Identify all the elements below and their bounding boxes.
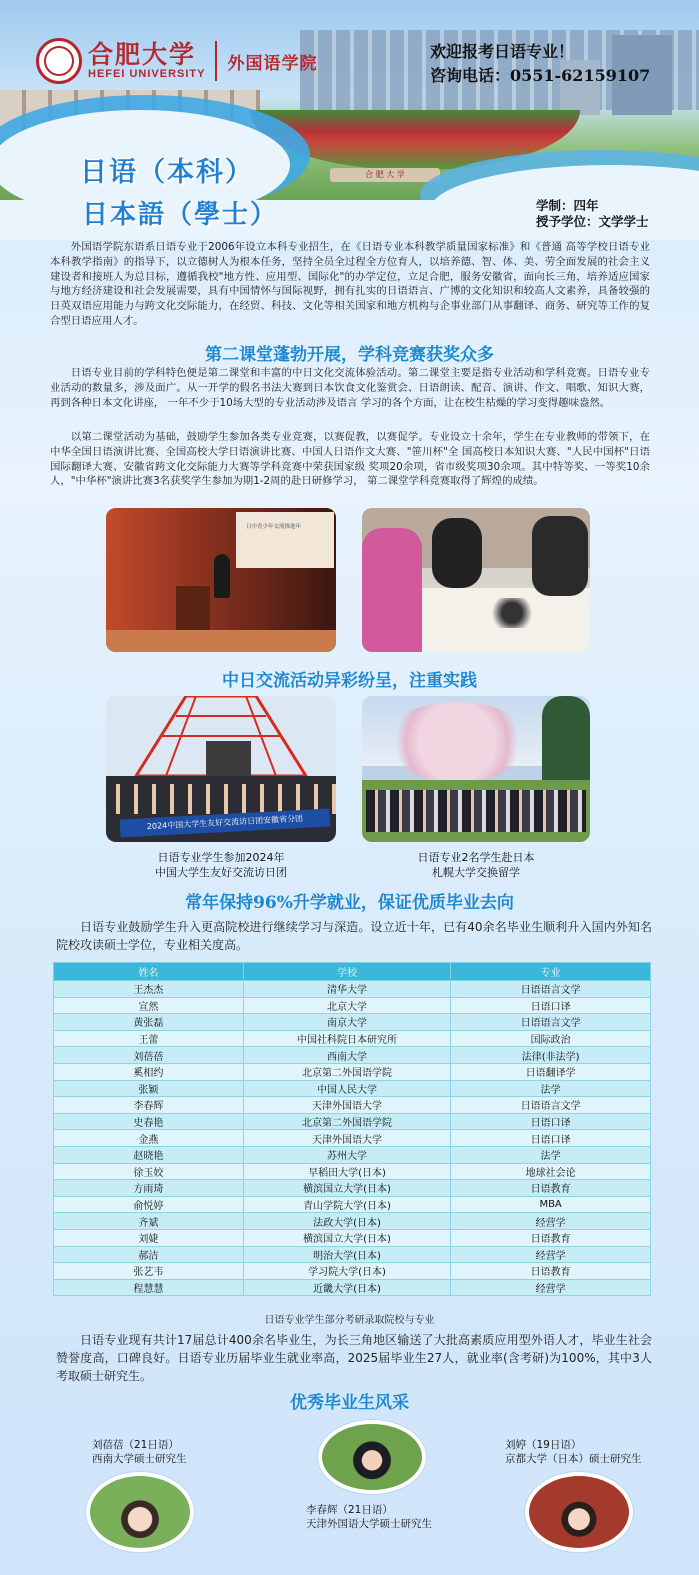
table-row xyxy=(54,1047,651,1064)
table-cell-major: 日语语言文学 xyxy=(451,1014,651,1031)
table-cell-school: 北京大学 xyxy=(243,997,450,1014)
table-cell-name: 张颖 xyxy=(54,1080,244,1097)
table-cell-major: MBA xyxy=(451,1196,651,1213)
table-body xyxy=(54,981,651,1296)
table-row xyxy=(54,1246,651,1263)
title-cn: 日语（本科） xyxy=(80,157,254,188)
program-duration: 学制：四年 xyxy=(536,198,599,213)
podium xyxy=(176,586,210,630)
logo-divider xyxy=(215,41,217,81)
university-name-en: HEFEI UNIVERSITY xyxy=(88,68,206,80)
table-cell-school: 青山学院大学(日本) xyxy=(243,1196,450,1213)
table-cell-major: 日语教育 xyxy=(451,1263,651,1280)
speaker-figure xyxy=(214,554,230,598)
table-row xyxy=(54,1229,651,1246)
table-cell-name: 俞悦婷 xyxy=(54,1196,244,1213)
university-name-cn: 合肥大学 xyxy=(88,40,197,69)
table-cell-school: 北京第二外国语学院 xyxy=(243,1113,450,1130)
table-row xyxy=(54,1080,651,1097)
table-cell-school: 西南大学 xyxy=(243,1047,450,1064)
table-cell-school: 横滨国立大学(日本) xyxy=(243,1229,450,1246)
cherry-blossom-tree xyxy=(382,702,532,782)
table-row xyxy=(54,1014,651,1031)
alumni-3-name: 刘婷（19日语） xyxy=(505,1439,582,1451)
table-cell-name: 宣然 xyxy=(54,997,244,1014)
table-cell-major: 日语教育 xyxy=(451,1229,651,1246)
table-cell-name: 赵晓艳 xyxy=(54,1146,244,1163)
table-cell-major: 日语口译 xyxy=(451,997,651,1014)
table-header-row xyxy=(54,963,651,981)
alumni-2-photo xyxy=(318,1420,426,1494)
table-cell-major: 日语翻译学 xyxy=(451,1063,651,1080)
table-cell-school: 天津外国语大学 xyxy=(243,1097,450,1114)
table-cell-name: 齐斌 xyxy=(54,1213,244,1230)
school-name: 外国语学院 xyxy=(227,53,318,74)
caption-delegation-line-2: 中国大学生友好交流访日团 xyxy=(155,866,287,879)
university-name xyxy=(88,42,205,80)
alumni-2-name: 李春辉（21日语） xyxy=(306,1504,393,1516)
table-cell-name: 刘蓓蓓 xyxy=(54,1047,244,1064)
table-cell-school: 法政大学(日本) xyxy=(243,1213,450,1230)
table-cell-school: 南京大学 xyxy=(243,1014,450,1031)
table-row xyxy=(54,1196,651,1213)
caption-sapporo-line-1: 日语专业2名学生赴日本 xyxy=(417,851,535,864)
table-cell-major: 国际政治 xyxy=(451,1030,651,1047)
university-seal-icon xyxy=(36,38,82,84)
welcome-block xyxy=(430,40,650,88)
table-row xyxy=(54,1146,651,1163)
table-header-major: 专业 xyxy=(451,963,651,981)
table-cell-major: 日语教育 xyxy=(451,1180,651,1197)
table-caption: 日语专业学生部分考研录取院校与专业 xyxy=(264,1315,435,1326)
table-row xyxy=(54,1030,651,1047)
table-row xyxy=(54,1163,651,1180)
alumni-1-desc: 西南大学硕士研究生 xyxy=(92,1453,187,1465)
table-cell-major: 地球社会论 xyxy=(451,1163,651,1180)
table-cell-name: 郝洁 xyxy=(54,1246,244,1263)
table-cell-major: 经营学 xyxy=(451,1246,651,1263)
table-cell-name: 金燕 xyxy=(54,1130,244,1147)
table-cell-school: 近畿大学(日本) xyxy=(243,1279,450,1296)
intro-paragraph: 外国语学院东语系日语专业于2006年设立本科专业招生，在《日语专业本科教学质量国家标准》和《普通 高等学校日语专业本科教学指南》的指导下，以立德树人为根本任务，坚持全员全过程全方位育人，以培养德、智、体、美、劳全面发展的社会主义建设者和接班人为总目标，遵循我校"地方性、应用型、国际化"的办学定位，立足合肥，服务安徽省，面向长三角，培养适应国家与地方经济建设和社会发展需要，具有中国情怀与国际视野，拥有扎实的日语语言、广博的文化知识和较高人文素养，具备较强的日英双语应用能力与跨文化交际能力，在经贸、科技、文化等相关国家和地方机构与企事业部门从事翻译、商务、研究等工作的复合型日语应用人才。 xyxy=(50,241,650,327)
program-degree: 授予学位：文学学士 xyxy=(536,214,649,229)
table-header-school: 学校 xyxy=(243,963,450,981)
table-cell-name: 程慧慧 xyxy=(54,1279,244,1296)
table-row xyxy=(54,1180,651,1197)
graduation-summary: 日语专业现有共计17届总计400余名毕业生，为长三角地区输送了大批高素质应用型外语人才，毕业生社会赞誉度高，口碑良好。日语专业历届毕业生就业率高，2025届毕业生27人，就业率(含考研)为100%，其中3人考取硕士研究生。 xyxy=(56,1333,652,1383)
section-heading-graduation: 常年保持96%升学就业，保证优质毕业去向 xyxy=(185,893,514,913)
student-figure xyxy=(532,516,588,596)
table-cell-school: 早稻田大学(日本) xyxy=(243,1163,450,1180)
photo-calligraphy xyxy=(362,508,590,652)
table-row xyxy=(54,1213,651,1230)
alumni-3-label xyxy=(505,1438,642,1466)
admissions-table xyxy=(53,962,651,1296)
table-cell-name: 李春辉 xyxy=(54,1097,244,1114)
table-cell-school: 中国社科院日本研究所 xyxy=(243,1030,450,1047)
activities-paragraph-2: 以第二课堂活动为基础，鼓励学生参加各类专业竞赛，以赛促教，以赛促学。专业设立十余年，学生在专业教师的带领下，在中华全国日语演讲比赛、全国高校大学日语演讲比赛、中国人日语作文大赛、"笹川杯"全 国高校日本知识大赛、"人民中国杯"日语国际翻译大赛、安徽省跨文化交际能力大赛等学科竞赛中荣获国家级 奖项20余项，省市级奖项30余项。其中特等奖、一等奖10余人，"中华杯"演讲比赛3名获奖学生参加为期1-2周的赴日研修学习， 第二课堂学科竞赛取得了辉煌的成绩。 xyxy=(50,431,650,488)
group-people xyxy=(366,790,586,832)
university-logo xyxy=(36,38,317,84)
contact-phone: 咨询电话：0551-62159107 xyxy=(430,66,651,85)
table-row xyxy=(54,1097,651,1114)
caption-delegation xyxy=(106,850,336,880)
table-row xyxy=(54,1130,651,1147)
alumni-1-label xyxy=(92,1438,187,1466)
section-heading-alumni: 优秀毕业生风采 xyxy=(290,1393,409,1413)
alumni-1-name: 刘蓓蓓（21日语） xyxy=(92,1439,179,1451)
table-cell-name: 方雨琦 xyxy=(54,1180,244,1197)
table-cell-school: 苏州大学 xyxy=(243,1146,450,1163)
table-cell-name: 张艺韦 xyxy=(54,1263,244,1280)
delegation-banner: 2024中国大学生友好交流访日团安徽省分团 xyxy=(120,809,331,838)
table-cell-major: 经营学 xyxy=(451,1213,651,1230)
alumni-2-label xyxy=(306,1503,432,1531)
alumni-1-photo xyxy=(86,1472,194,1552)
welcome-text: 欢迎报考日语专业！ xyxy=(430,42,575,61)
table-cell-school: 中国人民大学 xyxy=(243,1080,450,1097)
table-cell-major: 法律(非法学) xyxy=(451,1047,651,1064)
table-cell-major: 经营学 xyxy=(451,1279,651,1296)
table-header-name: 姓名 xyxy=(54,963,244,981)
table-cell-name: 刘婕 xyxy=(54,1229,244,1246)
table-cell-name: 王蕾 xyxy=(54,1030,244,1047)
campus-stone: 合 肥 大 学 xyxy=(330,168,440,182)
table-row xyxy=(54,1263,651,1280)
section-heading-exchange: 中日交流活动异彩纷呈，注重实践 xyxy=(222,671,477,691)
table-cell-major: 日语语言文学 xyxy=(451,981,651,998)
table-cell-school: 明治大学(日本) xyxy=(243,1246,450,1263)
title-jp: 日本語（學士） xyxy=(82,200,279,230)
table-cell-school: 清华大学 xyxy=(243,981,450,998)
student-figure xyxy=(432,518,482,588)
table-cell-major: 日语口译 xyxy=(451,1113,651,1130)
table-cell-name: 黄张磊 xyxy=(54,1014,244,1031)
table-cell-school: 北京第二外国语学院 xyxy=(243,1063,450,1080)
alumni-3-photo xyxy=(525,1472,633,1552)
ink-drawing xyxy=(482,598,542,628)
projection-screen-text: 日中青少年交流推進年 xyxy=(246,524,302,530)
table-row xyxy=(54,997,651,1014)
table-cell-major: 法学 xyxy=(451,1080,651,1097)
alumni-2-desc: 天津外国语大学硕士研究生 xyxy=(306,1518,432,1530)
table-cell-name: 徐玉姣 xyxy=(54,1163,244,1180)
alumni-3-desc: 京都大学（日本）硕士研究生 xyxy=(505,1453,642,1465)
table-cell-name: 史春艳 xyxy=(54,1113,244,1130)
table-row xyxy=(54,981,651,998)
table-row xyxy=(54,1113,651,1130)
pine-tree xyxy=(542,696,590,786)
table-cell-school: 学习院大学(日本) xyxy=(243,1263,450,1280)
caption-sapporo xyxy=(362,850,590,880)
table-row xyxy=(54,1063,651,1080)
program-meta xyxy=(536,198,649,230)
projection-screen xyxy=(236,512,334,568)
photo-speech-contest xyxy=(106,508,336,652)
student-figure xyxy=(362,528,422,652)
table-cell-name: 王杰杰 xyxy=(54,981,244,998)
table-cell-major: 法学 xyxy=(451,1146,651,1163)
table-cell-name: 奚相约 xyxy=(54,1063,244,1080)
stage-floor xyxy=(106,630,336,652)
photo-sapporo xyxy=(362,696,590,842)
caption-sapporo-line-2: 札幌大学交换留学 xyxy=(432,866,520,879)
table-row xyxy=(54,1279,651,1296)
activities-paragraph-1: 日语专业目前的学科特色便是第二课堂和丰富的中日文化交流体验活动。第二课堂主要是指专业活动和学科竞赛。日语专业专业活动的数量多，涉及面广。从一开学的假名书法大赛到日本饮食文化鉴赏会、日语朗读、配音、演讲、作文、唱歌、知识大赛，再到各种日本文化讲座， 一年不少于10场大型的专业活动涉及语言 学习的各个方面，让在校生枯燥的学习变得趣味盎然。 xyxy=(50,367,650,409)
table-cell-school: 天津外国语大学 xyxy=(243,1130,450,1147)
table-cell-school: 横滨国立大学(日本) xyxy=(243,1180,450,1197)
photo-delegation xyxy=(106,696,336,842)
table-cell-major: 日语口译 xyxy=(451,1130,651,1147)
table-cell-major: 日语语言文学 xyxy=(451,1097,651,1114)
graduation-intro: 日语专业鼓励学生升入更高院校进行继续学习与深造。设立近十年，已有40余名毕业生顺利升入国内外知名院校攻读硕士学位，专业相关度高。 xyxy=(56,920,652,952)
caption-delegation-line-1: 日语专业学生参加2024年 xyxy=(157,851,285,864)
section-heading-activities: 第二课堂蓬勃开展，学科竞赛获奖众多 xyxy=(205,345,494,365)
